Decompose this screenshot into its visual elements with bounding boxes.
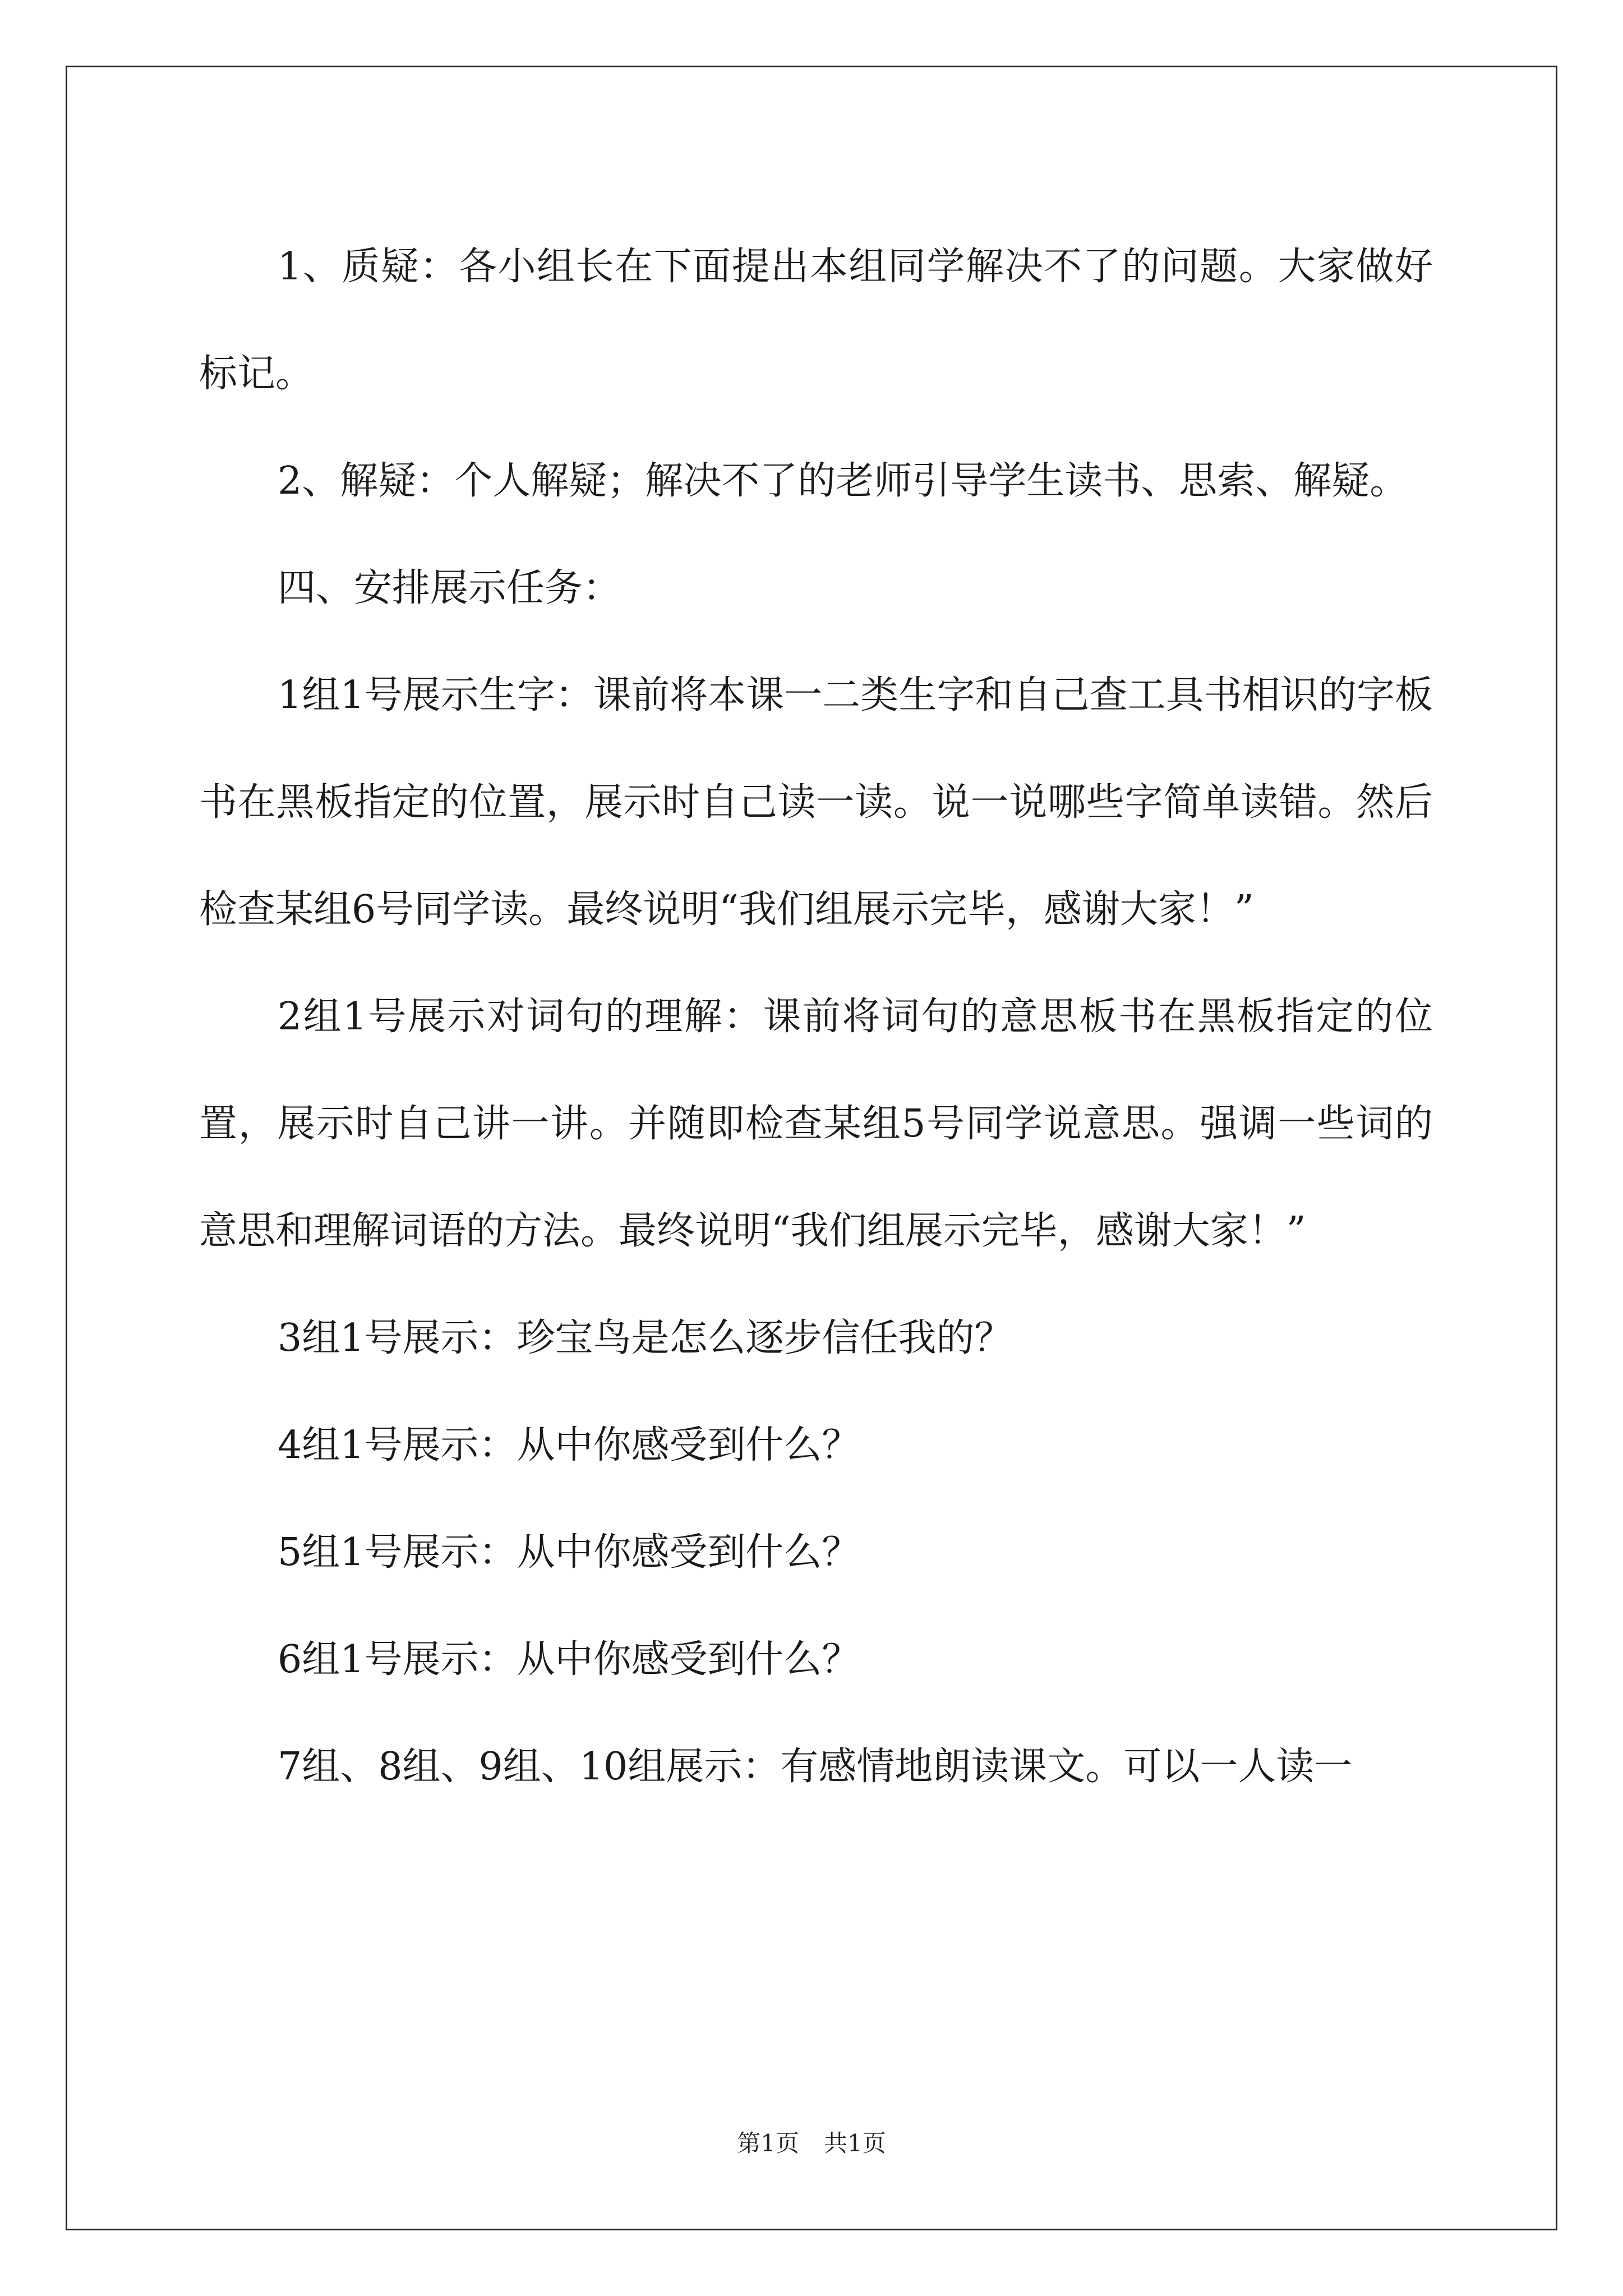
section-heading-tasks: 四、安排展示任务：	[278, 566, 621, 610]
document-body	[199, 213, 1433, 1820]
paragraph-group-2: 2组1号展示对词句的理解：课前将词句的意思板书在黑板指定的位置，展示时自己讲一讲。并随即检查某组5号同学说意思。强调一些词的意思和理解词语的方法。最终说明“我们组展示完毕，感谢大家！”	[199, 995, 1433, 1253]
paragraph-group-5: 5组1号展示：从中你感受到什么？	[278, 1530, 860, 1575]
page-number: 第1页	[737, 2129, 799, 2157]
paragraph-group-4: 4组1号展示：从中你感受到什么？	[278, 1423, 860, 1467]
paragraph-groups-7-10: 7组、8组、9组、10组展示：有感情地朗读课文。可以一人读一	[278, 1745, 1353, 1789]
paragraph-group-1: 1组1号展示生字：课前将本课一二类生字和自己查工具书相识的字板书在黑板指定的位置，展示时自己读一读。说一说哪些字简单读错。然后检查某组6号同学读。最终说明“我们组展示完毕，感谢大家！”	[199, 673, 1433, 932]
paragraph-group-6: 6组1号展示：从中你感受到什么？	[278, 1637, 860, 1682]
page-footer	[0, 2128, 1623, 2159]
paragraph-answer: 2、解疑：个人解疑；解决不了的老师引导学生读书、思索、解疑。	[278, 459, 1408, 503]
paragraph-group-3: 3组1号展示：珍宝鸟是怎么逐步信任我的？	[278, 1316, 1013, 1360]
page-total: 共1页	[824, 2129, 886, 2157]
paragraph-question: 1、质疑：各小组长在下面提出本组同学解决不了的问题。大家做好标记。	[199, 245, 1433, 396]
